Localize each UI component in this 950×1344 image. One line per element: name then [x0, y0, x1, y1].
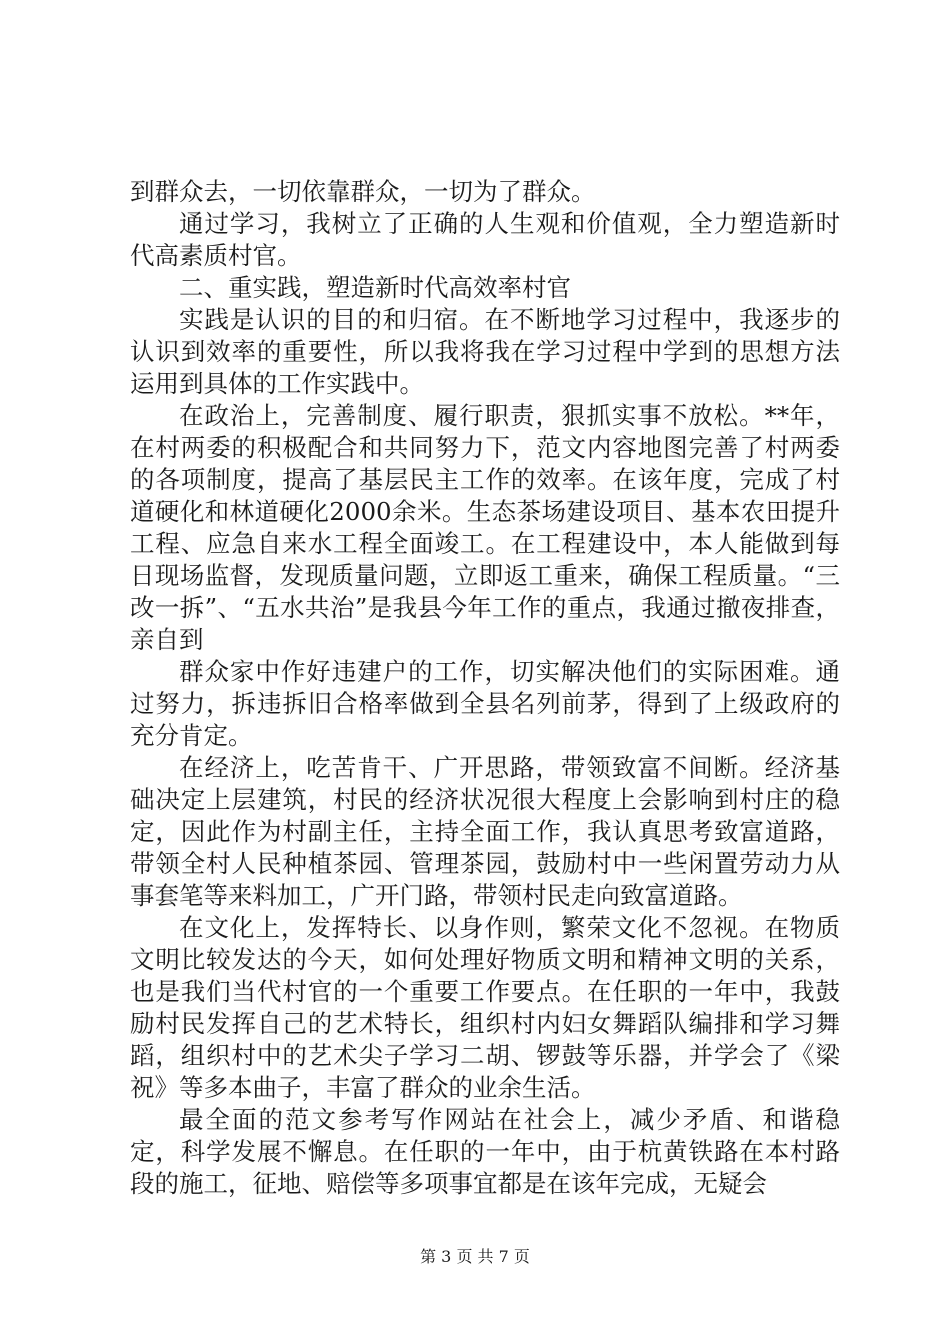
- document-body: [130, 176, 840, 1200]
- paragraph-3: 实践是认识的目的和归宿。在不断地学习过程中，我逐步的认识到效率的重要性，所以我将我在学习过程中学到的思想方法运用到具体的工作实践中。: [130, 305, 840, 398]
- paragraph-2: 通过学习，我树立了正确的人生观和价值观，全力塑造新时代高素质村官。: [130, 209, 840, 270]
- section-heading: 二、重实践，塑造新时代高效率村官: [179, 273, 571, 302]
- paragraph-4: 在政治上，完善制度、履行职责，狠抓实事不放松。**年，在村两委的积极配合和共同努力下，范文内容地图完善了村两委的各项制度，提高了基层民主工作的效率。在该年度，完成了村道硬化和林道硬化2000余米。生态茶场建设项目、基本农田提升工程、应急自来水工程全面竣工。在工程建设中，本人能做到每日现场监督，发现质量问题，立即返工重来，确保工程质量。“三改一拆”、“五水共治”是我县今年工作的重点，我通过撤夜排查，亲自到: [130, 401, 840, 654]
- paragraph-1: 到群众去，一切依靠群众，一切为了群众。: [130, 177, 596, 206]
- paragraph-5: 群众家中作好违建户的工作，切实解决他们的实际困难。通过努力，拆违拆旧合格率做到全县名列前茅，得到了上级政府的充分肯定。: [130, 657, 840, 750]
- paragraph-6: 在经济上，吃苦肯干、广开思路，带领致富不间断。经济基础决定上层建筑，村民的经济状况很大程度上会影响到村庄的稳定，因此作为村副主任，主持全面工作，我认真思考致富道路，带领全村人民种植茶园、管理茶园，鼓励村中一些闲置劳动力从事套笔等来料加工，广开门路，带领村民走向致富道路。: [130, 753, 840, 910]
- paragraph-8: 最全面的范文参考写作网站在社会上，减少矛盾、和谐稳定，科学发展不懈息。在任职的一年中，由于杭黄铁路在本村路段的施工，征地、赔偿等多项事宜都是在该年完成，无疑会: [130, 1105, 840, 1198]
- paragraph-7: 在文化上，发挥特长、以身作则，繁荣文化不忽视。在物质文明比较发达的今天，如何处理好物质文明和精神文明的关系，也是我们当代村官的一个重要工作要点。在任职的一年中，我鼓励村民发挥自己的艺术特长，组织村内妇女舞蹈队编排和学习舞蹈，组织村中的艺术尖子学习二胡、锣鼓等乐器，并学会了《梁祝》等多本曲子，丰富了群众的业余生活。: [130, 913, 840, 1102]
- page-number-footer: 第 3 页 共 7 页: [420, 1247, 530, 1266]
